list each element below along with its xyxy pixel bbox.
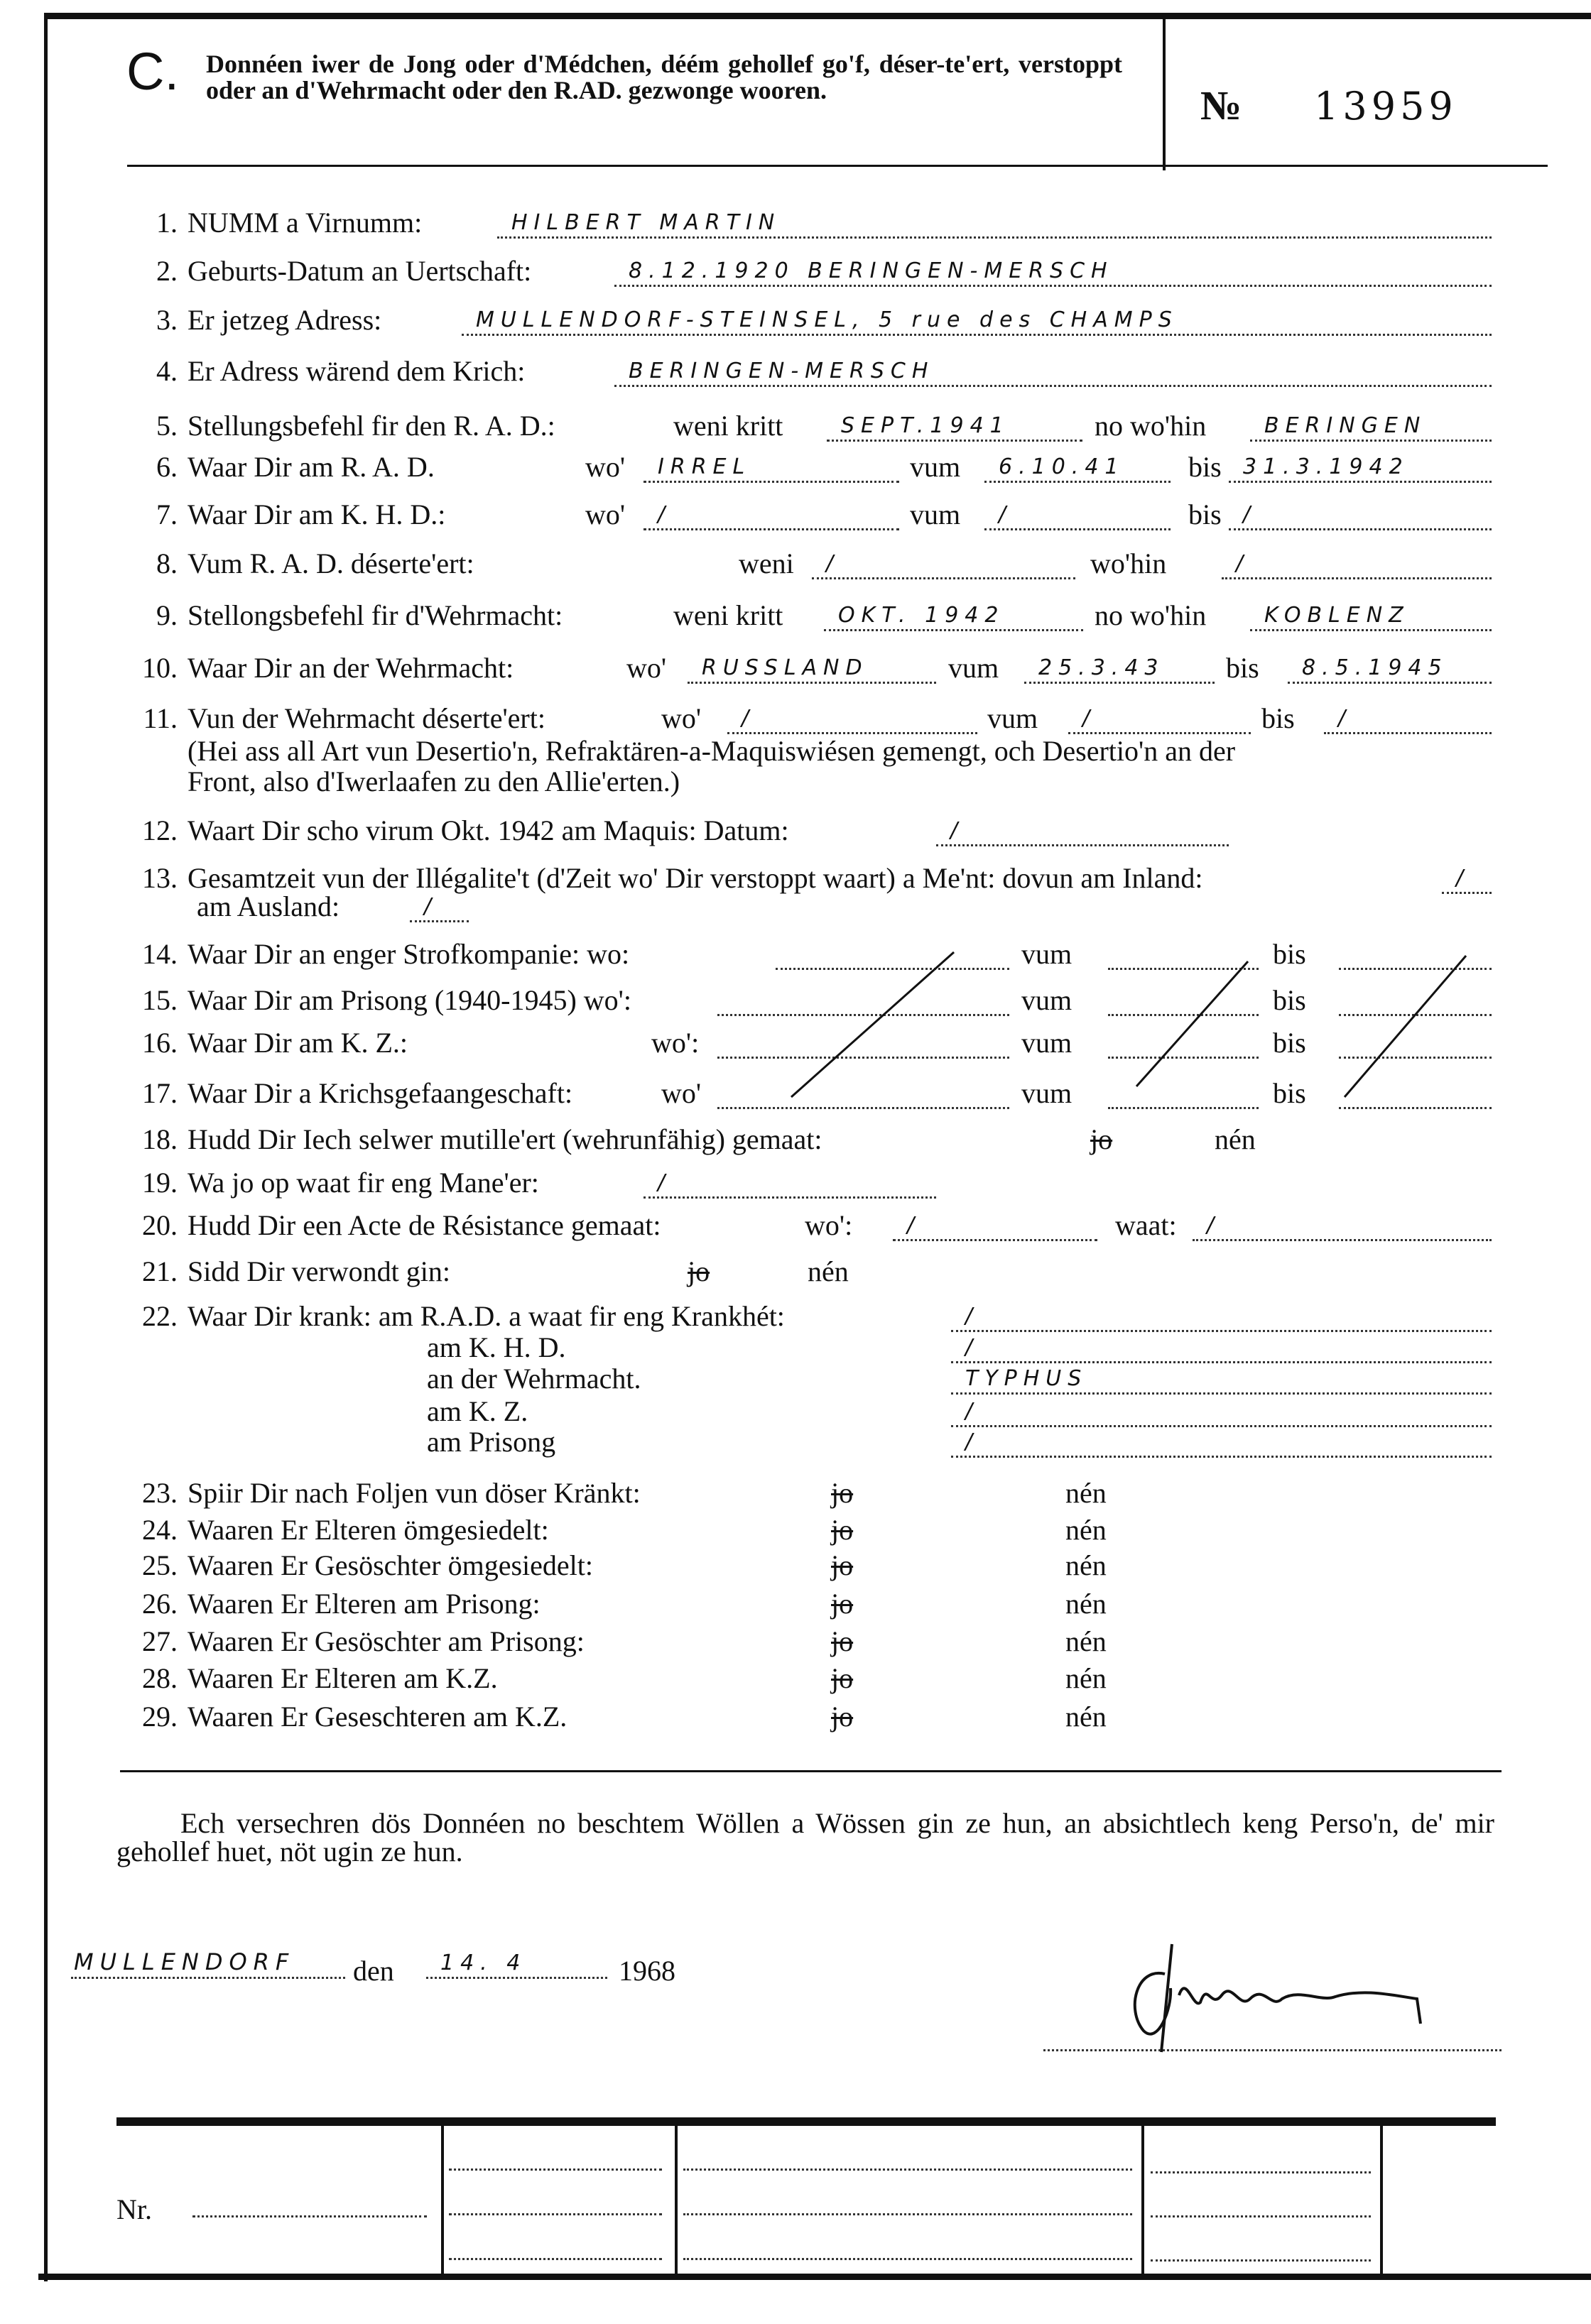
question-label: NUMM a Virnumm:: [188, 206, 423, 239]
question-label: Waar Dir am Prisong (1940-1945) wo':: [188, 983, 631, 1016]
question-number: 9.: [156, 599, 178, 632]
option-crossed-out[interactable]: jo: [1090, 1123, 1113, 1156]
handwritten-answer: RUSSLAND: [702, 655, 869, 680]
handwritten-answer: /: [742, 705, 756, 731]
field-label: weni: [739, 547, 794, 580]
handwritten-answer: 25.3.43: [1038, 655, 1165, 680]
field-label: no wo'hin: [1095, 409, 1207, 442]
question-label: Sidd Dir verwondt gin:: [188, 1255, 450, 1288]
question-label: Waaren Er Geseschteren am K.Z.: [188, 1701, 568, 1733]
question-number: 1.: [156, 206, 178, 239]
signature-icon: [1135, 1944, 1421, 2052]
question-number: 6.: [156, 451, 178, 484]
question-label: Stellongsbefehl fir d'Wehrmacht:: [188, 599, 563, 632]
handwritten-answer: /: [950, 818, 965, 844]
option-crossed-out[interactable]: jo: [688, 1255, 710, 1288]
question-label: Waar Dir an enger Strofkompanie: wo:: [188, 937, 630, 970]
handwritten-answer: OKT. 1942: [838, 603, 1005, 628]
field-label: bis: [1261, 702, 1295, 734]
handwritten-answer: /: [658, 502, 672, 528]
question-number: 29.: [142, 1701, 178, 1733]
option-crossed-out[interactable]: jo: [831, 1476, 854, 1509]
question-number: 4.: [156, 354, 178, 387]
question-number: 16.: [142, 1027, 178, 1059]
question-label: Waaren Er Elteren am K.Z.: [188, 1662, 498, 1694]
diagonal-strike-bis: [1345, 956, 1466, 1097]
question-number: 3.: [156, 304, 178, 337]
question-label: Waar Dir am K. Z.:: [188, 1027, 408, 1059]
question-label: Hudd Dir een Acte de Résistance gemaat:: [188, 1209, 661, 1242]
handwritten-answer: /: [658, 1169, 672, 1195]
table-cell-line[interactable]: [449, 2168, 662, 2171]
handwritten-answer: 8.12.1920 BERINGEN-MERSCH: [629, 258, 1114, 284]
den-label: den: [353, 1955, 394, 1987]
handwritten-answer: /: [424, 893, 438, 919]
option-kept[interactable]: nén: [1065, 1549, 1107, 1581]
field-label: bis: [1226, 651, 1259, 684]
table-cell-line[interactable]: [1151, 2215, 1371, 2217]
field-label: no wo'hin: [1095, 599, 1207, 632]
question-label: Waar Dir am K. H. D.:: [188, 498, 446, 531]
question-label: am Ausland:: [197, 890, 340, 922]
handwritten-answer: /: [999, 502, 1013, 528]
field-label: bis: [1273, 983, 1306, 1016]
option-crossed-out[interactable]: jo: [831, 1549, 854, 1581]
handwritten-answer: SEPT.1941: [841, 413, 1010, 438]
option-crossed-out[interactable]: jo: [831, 1513, 854, 1546]
declaration-rule: [120, 1770, 1502, 1772]
field-label: vum: [1021, 1077, 1073, 1110]
field-label: wo'hin: [1090, 547, 1167, 580]
question-label: Waar Dir an der Wehrmacht:: [188, 651, 514, 684]
nr-field[interactable]: [192, 2215, 427, 2217]
question-number: 26.: [142, 1588, 178, 1620]
question-number: 11.: [143, 702, 178, 734]
handwritten-answer: BERINGEN: [1264, 413, 1427, 438]
question-label: (Hei ass all Art vun Desertio'n, Refraktären-a-Maquiswiésen gemengt, och Desertio'n an der: [188, 734, 1236, 767]
field-label: vum: [1021, 1027, 1073, 1059]
question-number: 5.: [156, 409, 178, 442]
handwritten-answer: BERINGEN-MERSCH: [629, 358, 935, 383]
option-kept[interactable]: nén: [1065, 1588, 1107, 1620]
handwritten-answer: /: [965, 1303, 979, 1329]
field-label: waat:: [1115, 1209, 1177, 1242]
question-number: 13.: [142, 862, 178, 895]
question-label: Waaren Er Gesöschter ömgesiedelt:: [188, 1549, 593, 1581]
table-cell-line[interactable]: [449, 2258, 662, 2260]
field-label: wo': [626, 651, 667, 684]
option-crossed-out[interactable]: jo: [831, 1588, 854, 1620]
handwritten-answer: /: [1207, 1213, 1221, 1238]
table-column-divider: [675, 2122, 678, 2276]
question-number: 24.: [142, 1513, 178, 1546]
date-value: 14. 4: [440, 1951, 527, 1975]
handwritten-answer: /: [965, 1398, 979, 1424]
field-label: vum: [948, 651, 999, 684]
question-label: Waar Dir a Krichsgefaangeschaft:: [188, 1077, 573, 1110]
place-value: MULLENDORF: [74, 1948, 295, 1975]
option-kept[interactable]: nén: [1215, 1123, 1256, 1156]
declaration-text: Ech versechren dös Donnéen no beschtem Wöllen a Wössen gin ze hun, an absichtlech keng Perso'n, de' mir gehollef huet, nöt ugin ze hun.: [116, 1807, 1494, 1867]
question-number: 28.: [142, 1662, 178, 1694]
handwritten-answer: IRREL: [658, 454, 751, 480]
question-label: Wa jo op waat fir eng Mane'er:: [188, 1166, 539, 1199]
question-number: 23.: [142, 1476, 178, 1509]
table-cell-line[interactable]: [1151, 2171, 1371, 2173]
question-number: 25.: [142, 1549, 178, 1581]
question-label: Waart Dir scho virum Okt. 1942 am Maquis: Datum:: [188, 814, 789, 847]
question-number: 18.: [142, 1123, 178, 1156]
field-label: weni kritt: [673, 599, 783, 632]
option-crossed-out[interactable]: jo: [831, 1662, 854, 1694]
year-label: 1968: [619, 1955, 675, 1987]
question-number: 7.: [156, 498, 178, 531]
diagonal-strike-wo: [791, 952, 954, 1097]
question-label: Vum R. A. D. déserte'ert:: [188, 547, 474, 580]
signature-line[interactable]: [1043, 2049, 1502, 2051]
field-label: bis: [1188, 498, 1222, 531]
field-label: wo': [585, 451, 626, 484]
handwritten-answer: KOBLENZ: [1264, 603, 1410, 628]
option-kept[interactable]: nén: [1065, 1701, 1107, 1733]
field-label: vum: [1021, 983, 1073, 1016]
handwritten-answer: /: [965, 1334, 979, 1360]
question-label: Waar Dir krank: am R.A.D. a waat fir eng Krankhét:: [188, 1299, 785, 1332]
question-label: Waaren Er Elteren ömgesiedelt:: [188, 1513, 549, 1546]
question-number: 2.: [156, 255, 178, 288]
handwritten-answer: /: [907, 1213, 921, 1238]
section-letter: C.: [126, 42, 179, 101]
field-label: vum: [910, 498, 961, 531]
date-field[interactable]: [426, 1946, 607, 1979]
table-column-divider: [1141, 2122, 1144, 2276]
field-label: vum: [910, 451, 961, 484]
question-label: Spiir Dir nach Foljen vun döser Kränkt:: [188, 1476, 641, 1509]
handwritten-answer: /: [1236, 551, 1250, 577]
question-number: 19.: [142, 1166, 178, 1199]
handwritten-answer: 6.10.41: [999, 454, 1125, 480]
form-number: 13959: [1314, 84, 1457, 129]
table-cell-line[interactable]: [683, 2213, 1132, 2215]
question-label: Waar Dir am R. A. D.: [188, 451, 435, 484]
handwritten-answer: TYPHUS: [965, 1365, 1088, 1391]
option-crossed-out[interactable]: jo: [831, 1625, 854, 1657]
handwritten-answer: /: [1338, 705, 1352, 731]
question-number: 17.: [142, 1077, 178, 1110]
field-label: bis: [1273, 1077, 1306, 1110]
table-cell-line[interactable]: [683, 2258, 1132, 2260]
question-label: Hudd Dir Iech selwer mutille'ert (wehrunfähig) gemaat:: [188, 1123, 822, 1156]
option-crossed-out[interactable]: jo: [831, 1701, 854, 1733]
question-number: 15.: [142, 983, 178, 1016]
question-number: 12.: [142, 814, 178, 847]
question-label: Waaren Er Elteren am Prisong:: [188, 1588, 541, 1620]
question-number: 10.: [142, 651, 178, 684]
handwritten-answer: /: [1243, 502, 1257, 528]
field-label: weni kritt: [673, 409, 783, 442]
question-label: Stellungsbefehl fir den R. A. D.:: [188, 409, 555, 442]
option-kept[interactable]: nén: [808, 1255, 849, 1288]
handwritten-answer: 31.3.1942: [1243, 454, 1409, 480]
question-label: Waaren Er Gesöschter am Prisong:: [188, 1625, 585, 1657]
question-number: 21.: [142, 1255, 178, 1288]
question-label: am K. H. D.: [427, 1331, 566, 1363]
question-label: am K. Z.: [427, 1395, 528, 1427]
option-kept[interactable]: nén: [1065, 1625, 1107, 1657]
question-label: Vun der Wehrmacht déserte'ert:: [188, 702, 545, 734]
table-cell-line[interactable]: [1151, 2259, 1371, 2262]
option-kept[interactable]: nén: [1065, 1476, 1107, 1509]
question-number: 14.: [142, 937, 178, 970]
field-label: bis: [1273, 1027, 1306, 1059]
question-label: Er jetzeg Adress:: [188, 304, 382, 337]
field-label: bis: [1273, 937, 1306, 970]
handwritten-answer: /: [1456, 866, 1470, 891]
question-label: Gesamtzeit vun der Illégalite't (d'Zeit wo' Dir verstoppt waart) a Me'nt: dovun am Inland:: [188, 862, 1203, 895]
field-label: wo':: [651, 1027, 700, 1059]
field-label: wo': [661, 1077, 702, 1110]
question-number: 20.: [142, 1209, 178, 1242]
table-column-divider: [1380, 2122, 1383, 2276]
handwritten-answer: 8.5.1945: [1302, 655, 1448, 680]
diagonal-strike-vum: [1136, 961, 1248, 1086]
table-cell-line[interactable]: [449, 2213, 662, 2215]
question-number: 8.: [156, 547, 178, 580]
question-number: 22.: [142, 1299, 178, 1332]
handwritten-answer: HILBERT MARTIN: [511, 209, 781, 235]
table-top-rule: [116, 2117, 1496, 2126]
field-label: wo': [661, 702, 702, 734]
place-field[interactable]: [71, 1946, 345, 1979]
handwritten-answer: MULLENDORF-STEINSEL, 5 rue des CHAMPS: [476, 307, 1178, 333]
nr-label: Nr.: [116, 2193, 152, 2225]
question-label: am Prisong: [427, 1426, 556, 1458]
question-number: 27.: [142, 1625, 178, 1657]
field-label: vum: [1021, 937, 1073, 970]
question-label: Geburts-Datum an Uertschaft:: [188, 255, 532, 288]
question-label: Front, also d'Iwerlaafen zu den Allie'erten.): [188, 765, 680, 798]
handwritten-answer: /: [965, 1429, 979, 1455]
number-sign: №: [1200, 82, 1242, 129]
table-cell-line[interactable]: [683, 2168, 1132, 2171]
table-column-divider: [441, 2122, 444, 2276]
option-kept[interactable]: nén: [1065, 1513, 1107, 1546]
field-label: bis: [1188, 451, 1222, 484]
handwritten-answer: /: [1082, 705, 1097, 731]
field-label: vum: [987, 702, 1038, 734]
question-label: Er Adress wärend dem Krich:: [188, 354, 526, 387]
field-label: wo': [585, 498, 626, 531]
header-title: Donnéen iwer de Jong oder d'Médchen, déém gehollef go'f, déser-te'ert, verstoppt oder an d'Wehrmacht oder den R.AD. gezwonge wooren.: [206, 50, 1122, 104]
handwritten-answer: /: [826, 551, 840, 577]
option-kept[interactable]: nén: [1065, 1662, 1107, 1694]
field-label: wo':: [805, 1209, 853, 1242]
question-label: an der Wehrmacht.: [427, 1362, 641, 1395]
